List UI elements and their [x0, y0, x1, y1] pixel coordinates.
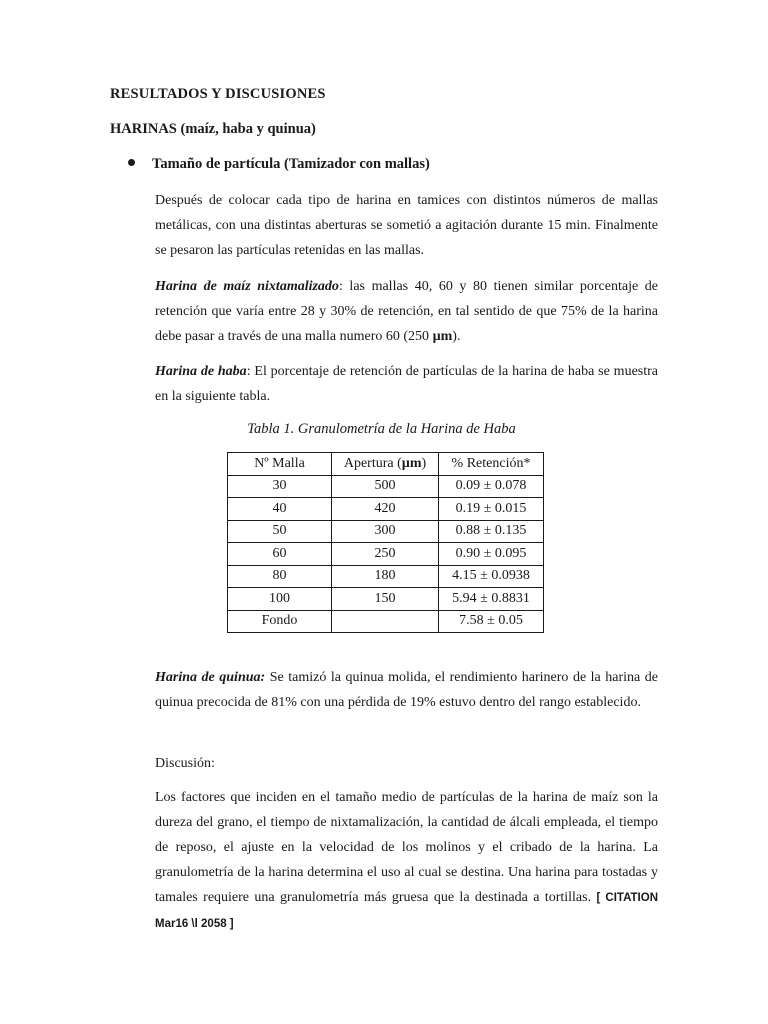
table-row [228, 520, 544, 543]
cell-retencion: 0.88 ± 0.135 [439, 520, 544, 543]
table-row [228, 588, 544, 611]
citation-field[interactable]: [ CITATION Mar16 \l 2058 ] [155, 892, 658, 930]
table-row [228, 475, 544, 498]
cell-malla: 40 [228, 498, 332, 521]
intro-paragraph: Después de colocar cada tipo de harina en tamices con distintos números de mallas metálicas, con una distintas aberturas se sometió a agitación durante 15 min. Finalmente se pesaron las partículas retenidas en las mallas. [155, 193, 658, 258]
cell-retencion: 0.90 ± 0.095 [439, 543, 544, 566]
quinua-lead: Harina de quinua: [155, 670, 266, 685]
quinua-paragraph [155, 665, 658, 715]
cell-apertura: 420 [332, 498, 439, 521]
cell-apertura: 300 [332, 520, 439, 543]
maiz-text-end: ). [452, 329, 461, 344]
cell-retencion: 5.94 ± 0.8831 [439, 588, 544, 611]
cell-malla: 100 [228, 588, 332, 611]
bullet-dot-icon [128, 159, 135, 166]
cell-retencion: 0.09 ± 0.078 [439, 475, 544, 498]
granulometry-table [227, 452, 544, 633]
haba-text: : El porcentaje de retención de partículas de la harina de haba se muestra en la siguiente tabla. [155, 364, 658, 404]
cell-malla: 60 [228, 543, 332, 566]
discusion-text: Los factores que inciden en el tamaño medio de partículas de la harina de maíz son la dureza del grano, el tiempo de nixtamalización, la cantidad de álcali empleada, el tiempo de reposo, el ajuste en la velocidad de los molinos y el cribado de la harina. La granulometría de la harina determina el uso al cual se destina. Una harina para tostadas y tamales requiere una granulometría más gruesa que la destinada a tortillas. [155, 790, 658, 905]
cell-apertura [332, 610, 439, 633]
discusion-paragraph [155, 785, 658, 937]
table-row [228, 498, 544, 521]
header-malla: Nº Malla [228, 453, 332, 476]
header-apertura-unit: µm [401, 455, 422, 471]
maiz-unit: µm [432, 329, 453, 344]
cell-apertura: 250 [332, 543, 439, 566]
cell-malla: 80 [228, 565, 332, 588]
header-apertura-suffix: ) [421, 455, 427, 471]
maiz-text: : las mallas 40, 60 y 80 tienen similar porcentaje de retención que varía entre 28 y 30% de retención, en tal sentido de que 75% de la harina debe pasar a través de una malla numero 60 (250 [155, 279, 658, 344]
cell-retencion: 4.15 ± 0.0938 [439, 565, 544, 588]
cell-malla: Fondo [228, 610, 332, 633]
table-row [228, 543, 544, 566]
cell-malla: 30 [228, 475, 332, 498]
section-heading: RESULTADOS Y DISCUSIONES [110, 86, 326, 102]
table-row [228, 565, 544, 588]
table-header-row [228, 453, 544, 476]
bullet-item [128, 156, 430, 173]
subsection-heading: HARINAS (maíz, haba y quinua) [110, 121, 316, 137]
table-row [228, 610, 544, 633]
header-apertura-prefix: Apertura ( [343, 455, 402, 471]
maiz-lead: Harina de maíz nixtamalizado [155, 279, 339, 294]
cell-apertura: 500 [332, 475, 439, 498]
header-apertura [332, 453, 439, 476]
haba-paragraph [155, 359, 658, 409]
table-caption: Tabla 1. Granulometría de la Harina de Haba [247, 421, 516, 437]
haba-lead: Harina de haba [155, 364, 247, 379]
cell-retencion: 0.19 ± 0.015 [439, 498, 544, 521]
header-retencion: % Retención* [439, 453, 544, 476]
cell-apertura: 180 [332, 565, 439, 588]
cell-retencion: 7.58 ± 0.05 [439, 610, 544, 633]
cell-apertura: 150 [332, 588, 439, 611]
quinua-text: Se tamizó la quinua molida, el rendimiento harinero de la harina de quinua precocida de 81% con una pérdida de 19% estuvo dentro del rango establecido. [155, 670, 659, 710]
maiz-paragraph [155, 274, 658, 349]
cell-malla: 50 [228, 520, 332, 543]
discusion-label: Discusión: [155, 756, 215, 771]
bullet-heading: Tamaño de partícula (Tamizador con mallas) [152, 156, 430, 172]
